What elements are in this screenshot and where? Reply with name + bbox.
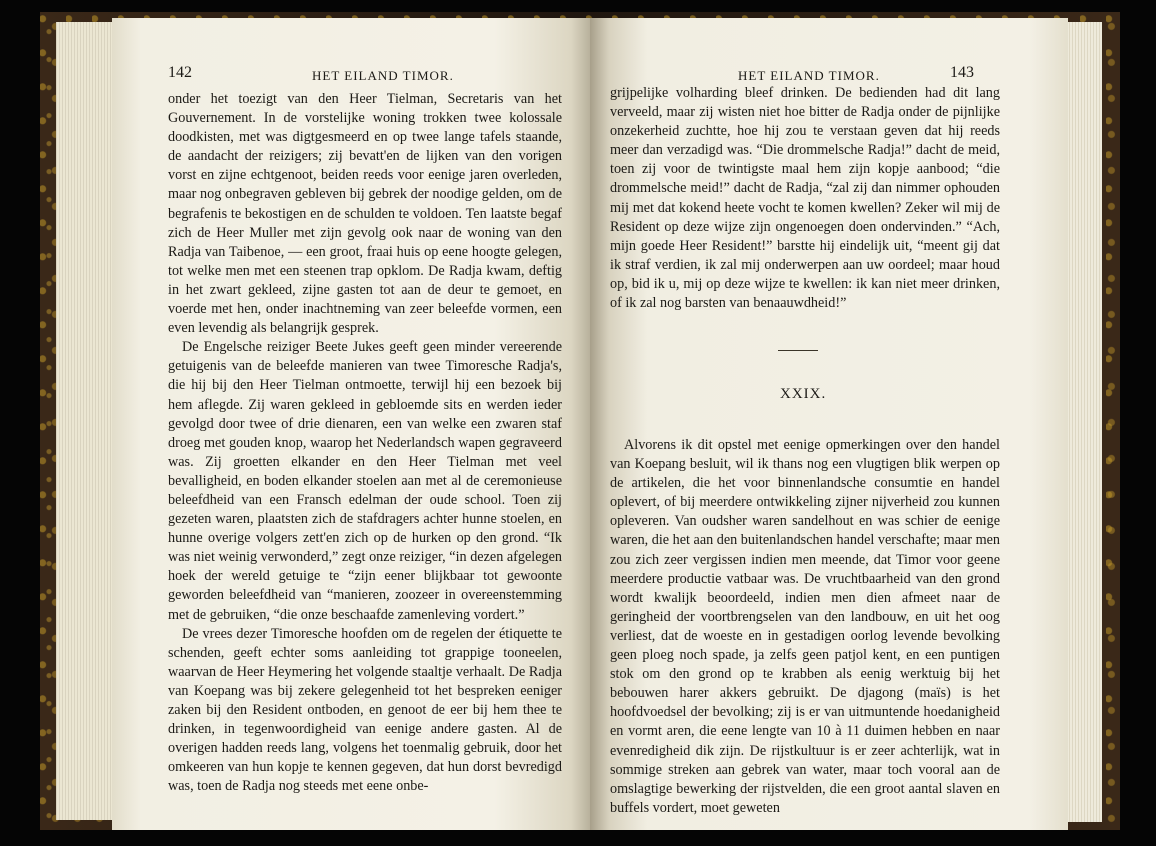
right-page [590, 18, 1068, 830]
running-head: HET EILAND TIMOR. [738, 68, 880, 83]
page-number: 142 [168, 64, 192, 81]
paragraph: Alvorens ik dit opstel met eenige opmerkingen over den handel van Koepang besluit, wil ik thans nog een vlugtigen blik werpen op de artikelen, die het voor binnenlandsche consumtie en handel oplevert, of bij meerdere ontwikkeling zijner nijverheid zou kunnen opleveren. Van oudsher waren sandelhout en was schier de eenige waren, die het aan den buitenlandschen handel verschafte; maar men zou zich zeer vergissen indien men meende, dat Timor voor geene meerdere productie vatbaar was. De vruchtbaarheid van den grond wordt kwalijk beoordeeld, indien men dien afmeet naar de geringheid der voortbrengselen van den landbouw, en uit het oog verliest, dat de woeste en in gestadigen oorlog levende bevolking geen ploeg noch spade, ja zelfs geen patjol kent, en een puntigen stok om den grond op te krabben als eenig werktuig bij het bebouwen harer akkers gebruikt. De djagong (maïs) is het hoofdvoedsel der bevolking; zij is er van uitmuntende hoedanigheid en vormt aren, die eene lengte van 10 à 11 duimen hebben en naar evenredigheid dik zijn. De rijstkultuur is er zeer achterlijk, wat in sommige streken aan gebrek van water, maar toch vooral aan de omslagtige bewerking der rijstvelden, die een groot aantal slaven en buffels vordert, moet geweten [610, 437, 1000, 816]
body-text [168, 90, 562, 796]
section-divider [778, 350, 818, 351]
body-text [610, 84, 1000, 313]
paragraph: grijpelijke volharding bleef drinken. De bedienden had dit lang verveeld, maar zij wisten niet hoe bitter de Radja onder de pijnlijke onzekerheid zuchtte, hoe hij zou te verstaan geven dat hij reeds meer dan verzadigd was. “Die drommelsche Radja!” dacht de meid, toen zij voor de twintigste maal hem zijn kopje aanbood; “die drommelsche meid!” dacht de Radja, “zal zij dan nimmer ophouden mij met dat kokend heete vocht te komen kwellen? Zeker wil mij de Resident op deze wijze zijn ongenoegen doen ondervinden.” “Ach, mijn goede Heer Resident!” barstte hij eindelijk uit, “meent gij dat ik straf verdien, ik zal mij onderwerpen aan uw oordeel; maar houd op, bid ik u, mij op deze wijze te kwellen: ik kan niet meer drinken, of ik zal nog barsten van benaauwdheid!” [610, 85, 1000, 312]
left-page [112, 18, 590, 830]
section-heading: XXIX. [780, 386, 827, 402]
paragraph: De Engelsche reiziger Beete Jukes geeft geen minder vereerende getuigenis van de beleefde manieren van twee Timoresche Radja's, die hij bij den Heer Tielman ontmoette, terwijl hij een bezoek bij hem aflegde. Zij waren gekleed in gebloemde sits en werden ieder gevolgd door twee of drie dienaren, een van welke een zwaren staf droeg met gouden knop, waarop het Nederlandsch wapen gegraveerd was. Zij groetten elkander en den Heer Tielman met veel bevalligheid, en boden elkander stoelen aan met al de ceremonieuse beleefdheid van een Fransch edelman der oude school. Toen zij gezeten waren, plaatsten zich de stafdragers achter hunne stoelen, en hunne overige volgers zett'en zich op de hurken op den grond. “Ik was niet weinig verwonderd,” zegt onze reiziger, “in dezen afgelegen hoek der wereld getuige te “zijn eener blijkbaar tot gewoonte geworden beleefdheid van “manieren, zoozeer in overeenstemming met de gebruiken, “die onze beschaafde zamenleving vordert.” [168, 339, 562, 623]
paragraph: De vrees dezer Timoresche hoofden om de regelen der étiquette te schenden, geeft echter soms aanleiding tot grappige tooneelen, waarvan de Heer Heymering het volgende staaltje verhaalt. De Radja van Koepang was bij zekere gelegenheid tot het bespreken eeniger zaken bij den Resident ontboden, en genoot de eer bij hem thee te drinken, in tegenwoordigheid van eenige andere gasten. Al de overigen hadden reeds lang, volgens het toenmalig gebruik, door het omkeeren van hun kopje te kennen gegeven, dat hun dorst bevredigd was, toen de Radja nog steeds met eene onbe- [168, 625, 562, 795]
body-text [610, 436, 1000, 818]
page-number: 143 [950, 64, 974, 81]
running-head: HET EILAND TIMOR. [312, 68, 454, 83]
paragraph: onder het toezigt van den Heer Tielman, Secretaris van het Gouvernement. In de vorstelijke woning trokken twee kolossale doodkisten, met was digtgesmeerd en op twee lange tafels staande, de aandacht der reizigers; zij bevatt'en de lijken van den vorigen vorst en zijne echtgenoot, beiden reeds voor eenige jaren overleden, maar nog onbegraven gebleven bij gebrek der noodige gelden, om de begrafenis te bekostigen en de schulden te voldoen. Ten laatste begaf zich de Heer Muller met zijn gevolg ook naar de woning van den Radja van Taibenoe, — een groot, fraai huis op eene hoogte gelegen, tot welke men met een steenen trap opklom. De Radja kwam, deftig in het zwart gekleed, zijne gasten tot aan de deur te gemoet, en voerde met hen, onder inachtneming van zeer beleefde vormen, een even levendig als belangrijk gesprek. [168, 91, 562, 337]
